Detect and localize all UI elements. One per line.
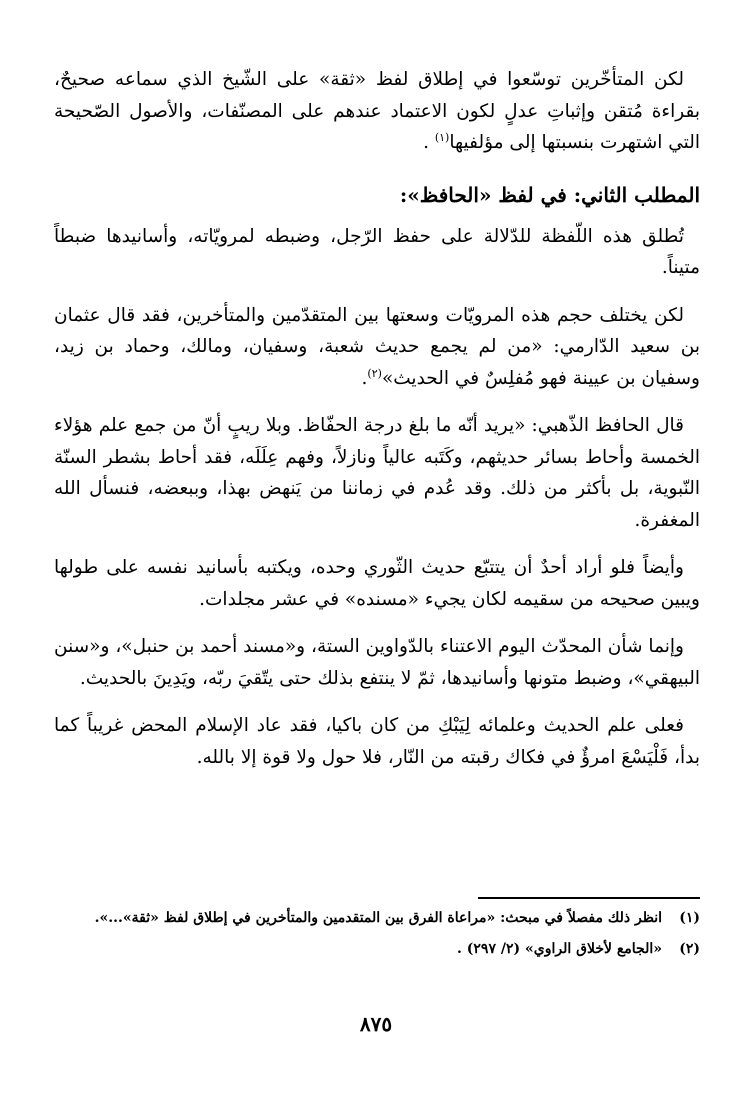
paragraph-1: لكن المتأخّرين توسّعوا في إطلاق لفظ «ثقة» على الشّيخ الذي سماعه صحيحٌ، بقراءة مُتقن وإثباتِ عدلٍ لكون الاعتماد عندهم على المصنّفات، والأصول الصّحيحة التي اشتهرت بنسبتها إلى مؤلفيها$^{(١)}$ .	[54, 69, 700, 153]
paragraph-5: وأيضاً فلو أراد أحدٌ أن يتتبّع حديث الثّوري وحده، ويكتبه بأسانيد نفسه على طولها ويبين صحيحه من سقيمه لكان يجيء «مسنده» في عشر مجلدات.	[54, 557, 700, 610]
footnote-ref-2[interactable]: (٢)	[367, 366, 382, 380]
footnote-ref-1[interactable]: (١)	[434, 130, 450, 144]
footnote-2	[54, 937, 700, 962]
main-text	[54, 64, 700, 789]
paragraph-1-text: لكن المتأخّرين توسّعوا في إطلاق لفظ «ثقة» على الشّيخ الذي سماعه صحيحٌ، بقراءة مُتقن وإثباتِ عدلٍ لكون الاعتماد عندهم على المصنّفات، والأصول الصّحيحة التي اشتهرت بنسبتها إلى مؤلفيها	[54, 69, 700, 153]
paragraph-6: وإنما شأن المحدّث اليوم الاعتناء بالدّواوين الستة، و«مسند أحمد بن حنبل»، و«سنن البيهقي»، وضبط متونها وأسانيدها، ثمّ لا ينتفع بذلك حتى يتّقيَ ربّه، ويَدِينَ بالحديث.	[54, 636, 700, 689]
paragraph-3: لكن يختلف حجم هذه المرويّات وسعتها بين المتقدّمين والمتأخرين، فقد قال عثمان بن سعيد الدّارمي: «من لم يجمع حديث شعبة، وسفيان، ومالك، وحماد بن زيد، وسفيان بن عيينة فهو مُفلِسٌ في الحديث»$^{(٢)}$.	[54, 304, 700, 389]
footnote-separator	[478, 897, 700, 899]
section-heading: المطلب الثاني: في لفظ «الحافظ»:	[399, 182, 700, 207]
paragraph-3-text: لكن يختلف حجم هذه المرويّات وسعتها بين المتقدّمين والمتأخرين، فقد قال عثمان بن سعيد الدّارمي: «من لم يجمع حديث شعبة، وسفيان، ومالك، وحماد بن زيد، وسفيان بن عيينة فهو مُفلِسٌ في الحديث»	[54, 304, 700, 389]
page-number: ٨٧٥	[359, 1012, 393, 1036]
footnote-2-text: «الجامع لأخلاق الراوي» (٢/ ٢٩٧) .	[457, 941, 662, 957]
paragraph-4: قال الحافظ الذّهبي: «يريد أنّه ما بلغ درجة الحفّاظ. وبلا ريبٍ أنّ من جمع علم هؤلاء الخمسة وأحاط بسائر حديثهم، وكَتَبه عالياً ونازلاً، وفهم عِلَلَه، فقد أحاط بشطر السنّة النّبوية، بل بأكثر من ذلك. وقد عُدم في زماننا من يَنهض بهذا، وببعضه، فنسأل الله المغفرة.	[54, 415, 700, 531]
paragraph-2: تُطلق هذه اللّفظة للدّلالة على حفظ الرّجل، وضبطه لمرويّاته، وأسانيدها ضبطاً متيناً.	[54, 225, 700, 278]
footnote-1-text: انظر ذلك مفصلاً في مبحث: «مراعاة الفرق بين المتقدمين والمتأخرين في إطلاق لفظ «ثقة»...».	[94, 910, 662, 926]
paragraph-7: فعلى علم الحديث وعلمائه لِيَبْكِ من كان باكيا، فقد عاد الإسلام المحض غريباً كما بدأ، فَلْيَسْعَ امرؤٌ في فكاك رقبته من النّار، فلا حول ولا قوة إلا بالله.	[54, 715, 700, 768]
footnote-2-number: (٢)	[679, 941, 700, 957]
footnote-1-number: (١)	[679, 910, 700, 926]
footnotes	[54, 906, 700, 968]
footnote-1	[54, 906, 700, 931]
